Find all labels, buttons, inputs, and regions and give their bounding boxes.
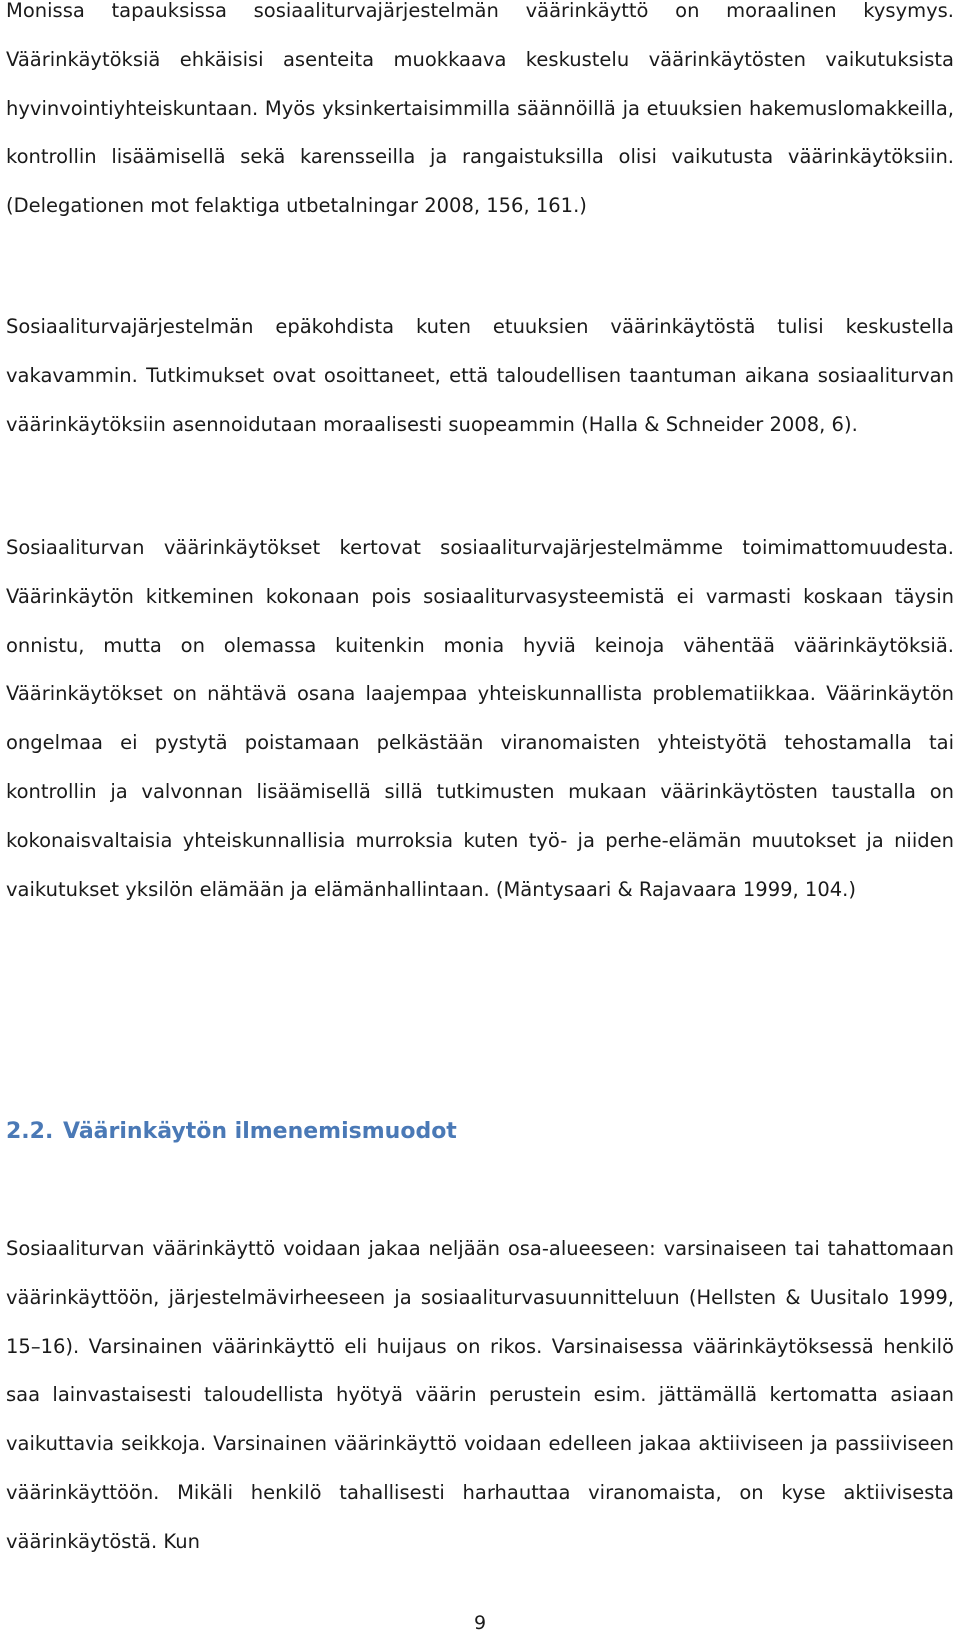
section-number: 2.2. — [6, 1119, 54, 1144]
section-title: Väärinkäytön ilmenemismuodot — [63, 1119, 457, 1144]
section-heading — [6, 1117, 457, 1147]
page-number: 9 — [473, 1612, 487, 1634]
body-paragraph: Monissa tapauksissa sosiaaliturvajärjestelmän väärinkäyttö on moraalinen kysymys. Väärinkäytöksiä ehkäisisi asenteita muokkaava keskustelu väärinkäytösten vaikutuksista hyvinvointiyhteiskuntaan. Myös yksinkertaisimmilla säännöillä ja etuuksien hakemuslomakkeilla, kontrollin lisäämisellä sekä karensseilla ja rangaistuksilla olisi vaikutusta väärinkäytöksiin. (Delegationen mot felaktiga utbetalningar 2008, 156, 161.) — [6, 0, 954, 218]
body-paragraph: Sosiaaliturvan väärinkäytökset kertovat sosiaaliturvajärjestelmämme toimimattomuudesta. Väärinkäytön kitkeminen kokonaan pois sosiaaliturvasysteemistä ei varmasti koskaan täysin onnistu, mutta on olemassa kuitenkin monia hyviä keinoja vähentää väärinkäytöksiä. Väärinkäytökset on nähtävä osana laajempaa yhteiskunnallista problematiikkaa. Väärinkäytön ongelmaa ei pystytä poistamaan pelkästään viranomaisten yhteistyötä tehostamalla tai kontrollin ja valvonnan lisäämisellä sillä tutkimusten mukaan väärinkäytösten taustalla on kokonaisvaltaisia yhteiskunnallisia murroksia kuten työ- ja perhe-elämän muutokset ja niiden vaikutukset yksilön elämään ja elämänhallintaan. (Mäntysaari & Rajavaara 1999, 104.) — [6, 536, 954, 901]
body-paragraph: Sosiaaliturvajärjestelmän epäkohdista kuten etuuksien väärinkäytöstä tulisi keskustella vakavammin. Tutkimukset ovat osoittaneet, että taloudellisen taantuman aikana sosiaaliturvan väärinkäytöksiin asennoidutaan moraalisesti suopeammin (Halla & Schneider 2008, 6). — [6, 315, 954, 436]
body-paragraph: Sosiaaliturvan väärinkäyttö voidaan jakaa neljään osa-alueeseen: varsinaiseen tai tahattomaan väärinkäyttöön, järjestelmävirheeseen ja sosiaaliturvasuunnitteluun (Hellsten & Uusitalo 1999, 15–16). Varsinainen väärinkäyttö eli huijaus on rikos. Varsinaisessa väärinkäytöksessä henkilö saa lainvastaisesti taloudellista hyötyä väärin perustein esim. jättämällä kertomatta asiaan vaikuttavia seikkoja. Varsinainen väärinkäyttö voidaan edelleen jakaa aktiiviseen ja passiiviseen väärinkäyttöön. Mikäli henkilö tahallisesti harhauttaa viranomaista, on kyse aktiivisesta väärinkäytöstä. Kun — [6, 1237, 954, 1553]
